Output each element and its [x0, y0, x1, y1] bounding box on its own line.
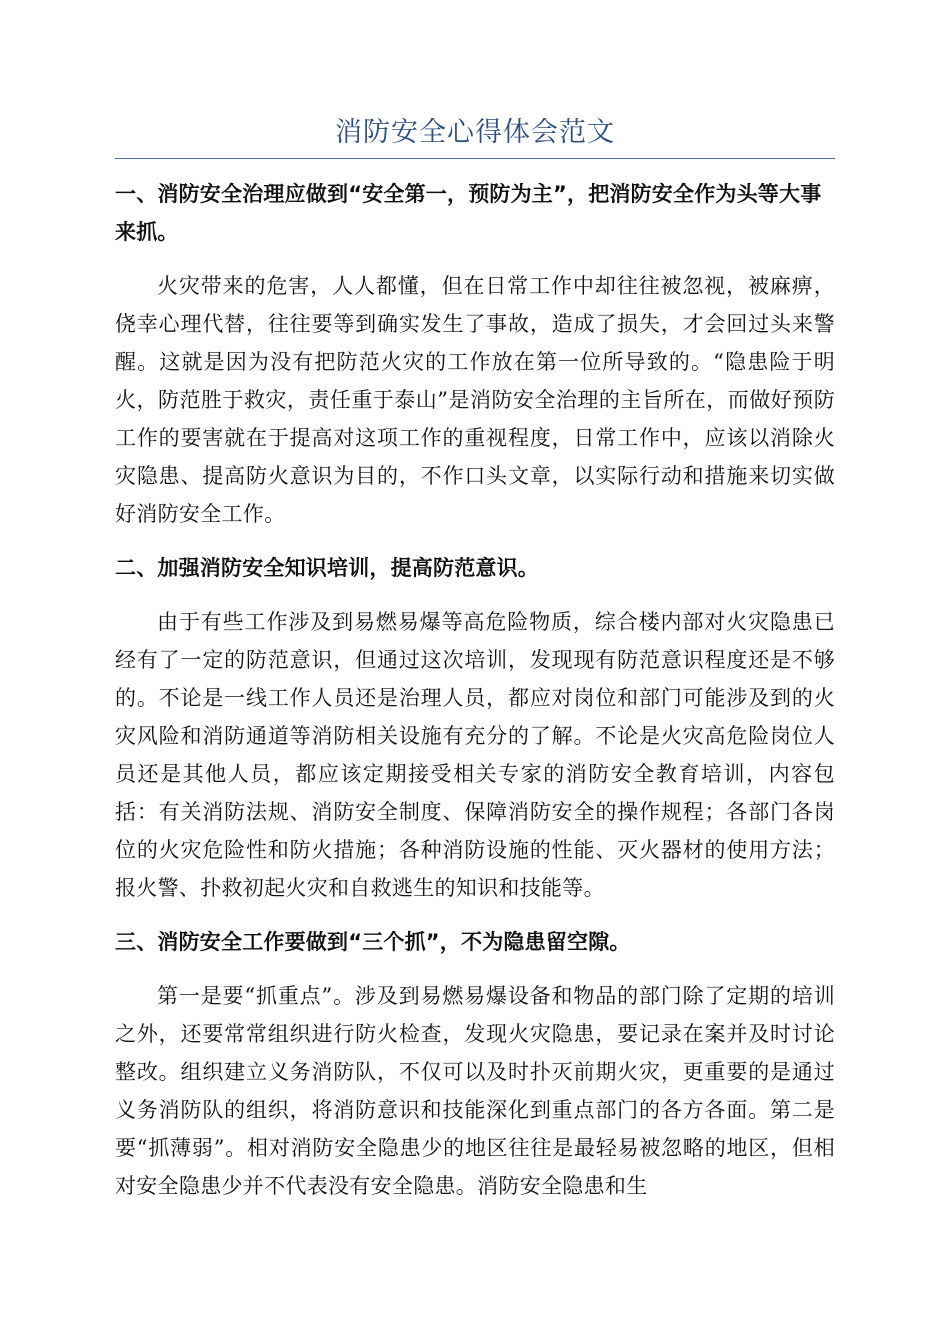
- title-underline: [115, 158, 835, 159]
- section-1-paragraph: 火灾带来的危害，人人都懂，但在日常工作中却往往被忽视，被麻痹，侥幸心理代替，往往要等到确实发生了事故，造成了损失，才会回过头来警醒。这就是因为没有把防范火灾的工作放在第一位所导致的。“隐患险于明火，防范胜于救灾，责任重于泰山”是消防安全治理的主旨所在，而做好预防工作的要害就在于提高对这项工作的重视程度，日常工作中，应该以消除火灾隐患、提高防火意识为目的，不作口头文章，以实际行动和措施来切实做好消防安全工作。: [115, 274, 835, 526]
- section-2-paragraph: 由于有些工作涉及到易燃易爆等高危险物质，综合楼内部对火灾隐患已经有了一定的防范意识，但通过这次培训，发现现有防范意识程度还是不够的。不论是一线工作人员还是治理人员，都应对岗位和部门可能涉及到的火灾风险和消防通道等消防相关设施有充分的了解。不论是火灾高危险岗位人员还是其他人员，都应该定期接受相关专家的消防安全教育培训，内容包括：有关消防法规、消防安全制度、保障消防安全的操作规程；各部门各岗位的火灾危险性和防火措施；各种消防设施的性能、灭火器材的使用方法；报火警、扑救初起火灾和自救逃生的知识和技能等。: [115, 610, 835, 900]
- section-2-heading: 二、加强消防安全知识培训，提高防范意识。: [115, 556, 539, 580]
- section-3-paragraph: 第一是要“抓重点”。涉及到易燃易爆设备和物品的部门除了定期的培训之外，还要常常组织进行防火检查，发现火灾隐患，要记录在案并及时讨论整改。组织建立义务消防队，不仅可以及时扑灭前期火灾，更重要的是通过义务消防队的组织，将消防意识和技能深化到重点部门的各方各面。第二是要“抓薄弱”。相对消防安全隐患少的地区往往是最轻易被忽略的地区，但相对安全隐患少并不代表没有安全隐患。消防安全隐患和生: [115, 984, 835, 1198]
- document-title: 消防安全心得体会范文: [335, 117, 615, 148]
- section-3-heading: 三、消防安全工作要做到“三个抓”，不为隐患留空隙。: [115, 930, 631, 954]
- section-1-heading: 一、消防安全治理应做到“安全第一，预防为主”，把消防安全作为头等大事来抓。: [115, 182, 822, 244]
- document-page: [115, 108, 835, 1221]
